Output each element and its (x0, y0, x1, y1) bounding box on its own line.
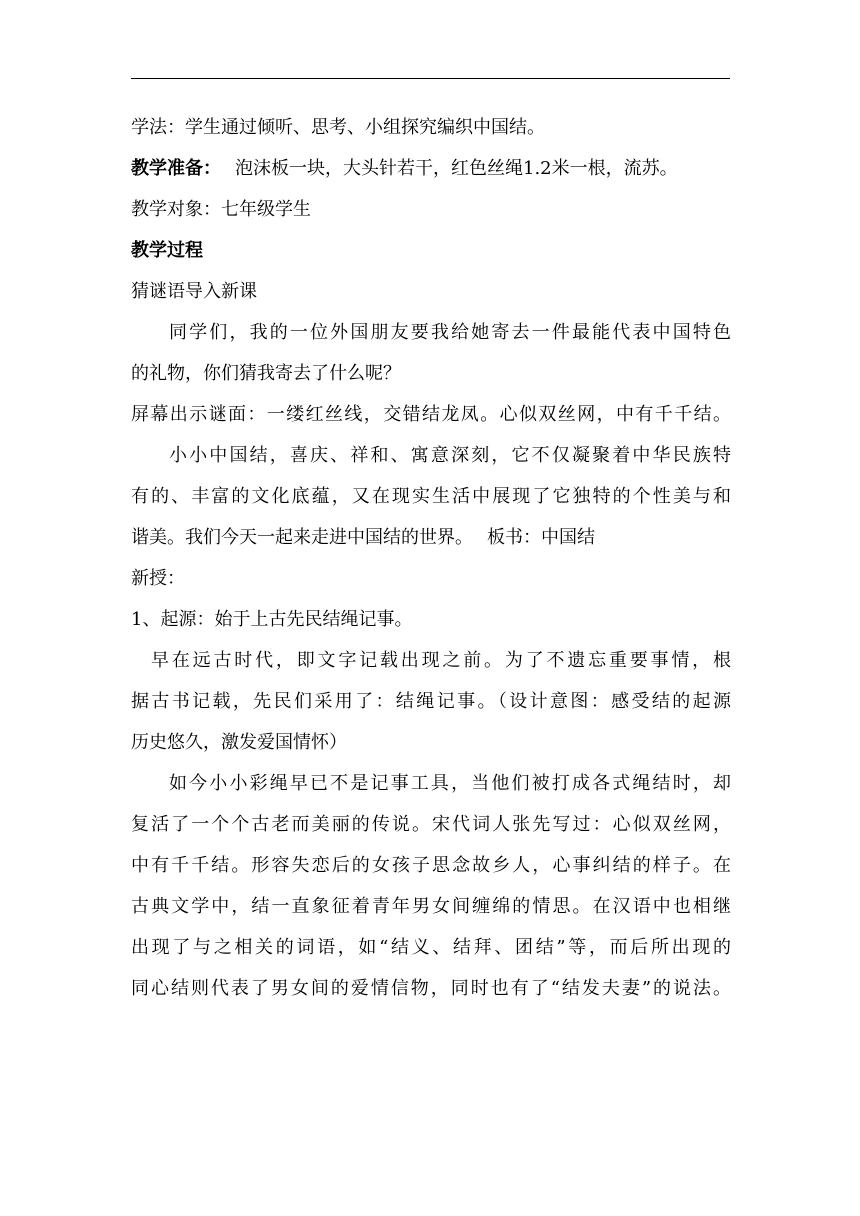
riddle-intro-heading: 猜谜语导入新课 (131, 281, 257, 302)
study-method-line: 学法：学生通过倾听、思考、小组探究编织中国结。 (131, 117, 545, 138)
teaching-prep-label: 教学准备： (131, 158, 221, 179)
paragraph-line: 小小中国结，喜庆、祥和、寓意深刻，它不仅凝聚着中华民族特 (169, 445, 731, 466)
teaching-prep-line (131, 148, 731, 189)
paragraph-line: 中有千千结。形容失恋后的女孩子思念故乡人，心事纠结的样子。在 (131, 855, 731, 876)
teaching-process-heading: 教学过程 (131, 240, 203, 261)
new-lesson-heading: 新授： (131, 568, 185, 589)
paragraph-line: 历史悠久，激发爱国情怀） (131, 732, 347, 753)
paragraph-line: 早在远古时代，即文字记载出现之前。为了不遗忘重要事情，根 (151, 650, 731, 671)
riddle-line: 屏幕出示谜面：一缕红丝线，交错结龙凤。心似双丝网，中有千千结。 (131, 404, 731, 425)
origin-heading: 1、起源：始于上古先民结绳记事。 (131, 609, 413, 630)
teaching-prep-text: 泡沫板一块，大头针若干，红色丝绳1.2米一根，流苏。 (235, 158, 678, 179)
paragraph-line: 的礼物，你们猜我寄去了什么呢？ (131, 363, 401, 384)
paragraph-line: 如今小小彩绳早已不是记事工具，当他们被打成各式绳结时，却 (169, 773, 731, 794)
paragraph-line: 据古书记载，先民们采用了：结绳记事。（设计意图：感受结的起源 (131, 691, 731, 712)
paragraph-line: 出现了与之相关的词语，如“结义、结拜、团结”等，而后所出现的 (131, 937, 731, 958)
paragraph-line: 有的、丰富的文化底蕴，又在现实生活中展现了它独特的个性美与和 (131, 486, 731, 507)
blackboard-note: 板书：中国结 (487, 527, 595, 548)
paragraph-line: 古典文学中，结一直象征着青年男女间缠绵的情思。在汉语中也相继 (131, 896, 731, 917)
paragraph-line: 复活了一个个古老而美丽的传说。宋代词人张先写过：心似双丝网， (131, 814, 731, 835)
paragraph-line: 同心结则代表了男女间的爱情信物，同时也有了“结发夫妻”的说法。 (131, 978, 731, 999)
paragraph-line: 同学们，我的一位外国朋友要我给她寄去一件最能代表中国特色 (169, 322, 731, 343)
paragraph-line (131, 517, 731, 558)
header-rule (131, 78, 730, 79)
document-body (131, 107, 731, 1009)
paragraph-text: 谐美。我们今天一起来走进中国结的世界。 (131, 527, 473, 548)
teaching-target-line: 教学对象：七年级学生 (131, 199, 311, 220)
